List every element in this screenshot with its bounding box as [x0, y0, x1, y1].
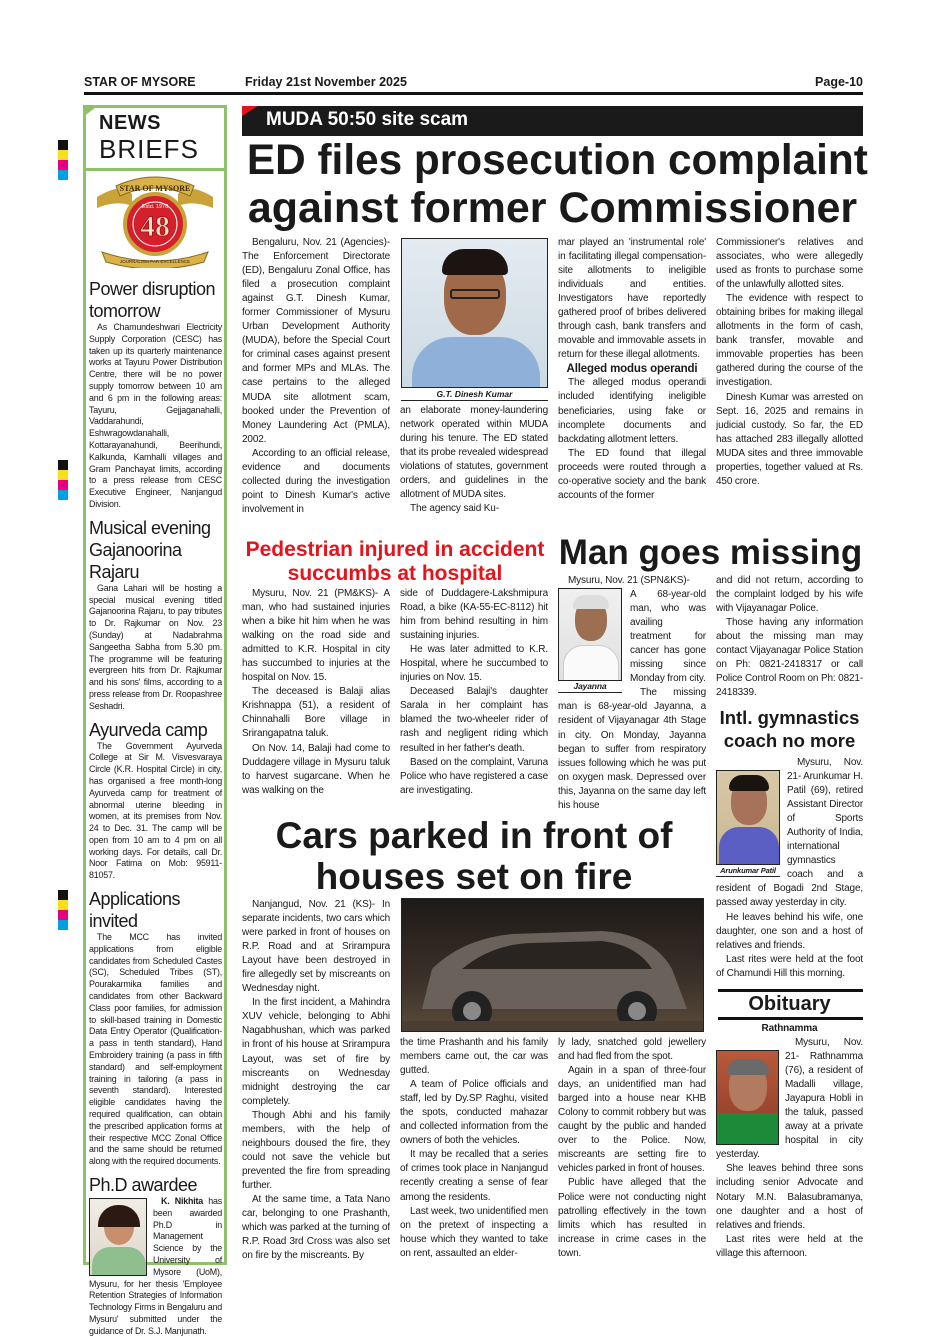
missing-column-4	[716, 574, 863, 702]
obituary-rule-top	[718, 989, 863, 992]
cars-column-1	[242, 898, 390, 1265]
paragraph: The ED found that illegal proceeds were routed through a co-operative society and the bank accounts of the former	[558, 447, 706, 501]
lead-headline-line2	[242, 184, 863, 232]
paragraph: On Nov. 14, Balaji had come to Duddagere village in Mysuru taluk to harvest sugarcane. When he was walking on the	[242, 742, 390, 796]
paragraph: Though Abhi and his family members, with the help of neighbours doused the fire, they could not save the vehicle but prevented the fire from spreading further.	[242, 1109, 390, 1191]
paragraph: Bengaluru, Nov. 21 (Agencies)- The Enforcement Directorate (ED), Bengaluru Zonal Office, has filed a prosecution complaint against G.T. Dinesh Kumar, former Commissioner of Mysuru Urban Development Authority (MUDA), before the Special Court for criminal cases against present and former MPs and MLAs. The case pertains to the alleged MUDA site allotment scam, booked under the Prevention of Money Laundering Act (PMLA), 2002.	[242, 237, 390, 445]
svg-text:Estd. 1978: Estd. 1978	[141, 204, 169, 210]
cars-headline-line2	[242, 856, 706, 897]
header-rule	[84, 92, 863, 95]
paragraph: and did not return, according to the complaint lodged by his wife with Vijayanagar Police.	[716, 575, 863, 615]
paragraph: He leaves behind his wife, one daughter, one son and a host of relatives and friends.	[716, 911, 863, 951]
paragraph: At the same time, a Tata Nano car, belonging to one Prashanth, which was parked at the turning of R.P. Road 3rd Cross was also set on fire by the miscreants. By	[242, 1193, 390, 1262]
paragraph: The evidence with respect to obtaining bribes for making illegal allotments in the form of cash, bank transfer, movable and immovable properties has been gathered during the course of the investigation.	[716, 293, 863, 389]
obituary-name: Rathnamma	[761, 1023, 818, 1034]
arunkumar-photo	[716, 770, 780, 865]
gymnastics-headline-line1	[716, 706, 863, 729]
lead-headline-line1	[242, 136, 868, 184]
cars-headline-line2-text: houses set on fire	[315, 856, 633, 897]
pedestrian-column-1	[242, 587, 390, 813]
paragraph: According to an official release, evidence and documents collected during the investigation point to Dinesh Kumar's active involvement in	[242, 447, 390, 515]
paragraph: Nanjangud, Nov. 21 (KS)- In separate incidents, two cars which were parked in front of houses on R.P. Road and at Srirampura Layout have been destroyed in fire allegedly set by miscreants on Wednesday night.	[242, 899, 390, 995]
kicker-text: MUDA 50:50 site scam	[266, 109, 469, 130]
cars-headline-line1	[242, 815, 706, 856]
brief-heading: Ph.D awardee	[89, 1175, 198, 1196]
brief-heading: Applications invited	[89, 889, 181, 932]
paragraph: Last week, two unidentified men on the pretext of inspecting a house which they wanted to take on rent, assaulted an elder-	[400, 1205, 548, 1259]
paragraph: side of Duddagere-Lakshmipura Road, a bike (KA-55-EC-8112) hit him from behind resulting in him sustaining injuries.	[400, 588, 548, 642]
arunkumar-photo-block	[716, 770, 782, 882]
lead-headline-line1-text: ED files prosecution complaint	[246, 136, 868, 184]
rathnamma-photo	[716, 1050, 779, 1145]
pedestrian-headline-line1-text: Pedestrian injured in accident	[245, 538, 545, 561]
brief-ayurveda-camp	[89, 719, 222, 883]
brief-heading: Power disruption tomorrow	[89, 279, 216, 321]
obituary-title-text: Obituary	[748, 993, 831, 1015]
paragraph: Again in a span of three-four days, an unidentified man had barged into a house near KHB Colony to commit robbery but was caught by the public and handed over to the Police. Now, miscreants are setting fire to vehicles parked in front of houses.	[558, 1065, 706, 1175]
registration-marks	[58, 80, 68, 1280]
paragraph: It may be recalled that a series of crimes took place in Nanjangud recently creating a sense of fear among the residents.	[400, 1149, 548, 1203]
paragraph: Deceased Balaji's daughter Sarala in her complaint has blamed the two-wheeler rider of rash and negligent riding which resulted in her father's death.	[400, 686, 548, 754]
paragraph: ly lady, snatched gold jewellery and had fled from the spot.	[558, 1037, 706, 1063]
pedestrian-headline-line2-text: succumbs at hospital	[287, 562, 503, 585]
gymnastics-headline-line2	[716, 729, 863, 752]
missing-column-3	[558, 574, 706, 814]
jayanna-photo-block	[558, 588, 624, 700]
paragraph: Public have alleged that the Police were not conducting night patrolling effectively in the town limits which has resulted in increase in crime cases in the town.	[558, 1177, 706, 1259]
brief-subheading: Gajanoorina Rajaru	[89, 539, 182, 582]
paragraph: Commissioner's relatives and associates, who were allegedly used as fronts to purchase some of the unlawfully allotted sites.	[716, 237, 863, 291]
dinesh-kumar-photo	[401, 238, 548, 388]
lead-column-3	[558, 236, 706, 532]
cars-headline-line1-text: Cars parked in front of	[275, 815, 673, 856]
paragraph: Last rites were held at the village this afternoon.	[716, 1233, 863, 1259]
dateline: Mysuru, Nov. 21 (SPN&KS)-	[568, 575, 690, 586]
obituary-title	[716, 993, 863, 1016]
brief-body: The MCC has invited applications from eligible candidates from Scheduled Castes (SC), Scheduled Tribes (ST), Pourakarmika families and candidates from other Backward Class poor families, for admission to skill-based training in Domestic Data Entry Operator (Qualification-a pass in tenth standard), Hand Embroidery training (a pass in fifth standard) and self-employment training in tailoring (a pass in seventh standard). Interested eligible candidates having the required qualification, can obtain the prescribed application forms at their respective MCC Zonal Office and the same should be returned along with the required documents.	[89, 932, 222, 1167]
paragraph: Mysuru, Nov. 21- Rathnamma (76), a resident of Madalli village, Jayapura Hobli in the taluk, passed away at a private hospital in city yesterday.	[716, 1037, 863, 1161]
photo-caption: G.T. Dinesh Kumar	[401, 389, 548, 401]
paragraph: the time Prashanth and his family members came out, the car was gutted.	[400, 1037, 548, 1077]
lead-subheading: Alleged modus operandi	[566, 363, 698, 376]
paragraph: Mysuru, Nov. 21- Arunkumar H. Patil (69), retired Assistant Director of Sports Authority of India, international gymnastics coach and a resident of Bogadi 2nd Stage, passed away yesterday in city.	[716, 757, 863, 909]
sidebar-title-briefs: BRIEFS	[99, 134, 199, 164]
cars-column-2	[400, 1036, 548, 1265]
gymnastics-headline-line2-text: coach no more	[723, 730, 856, 751]
paragraph: The missing man is 68-year-old Jayanna, a resident of Vijayanagar 4th Stage in city. On Monday, Jayanna began to suffer from respiratory issues following which he was put on oxygen mask. Depressed over this, Jayanna on the same day left his house	[558, 687, 706, 811]
sidebar-title-news: NEWS	[99, 112, 161, 134]
brief-phd-awardee	[89, 1174, 222, 1338]
brief-body: has been awarded Ph.D in Management Science by the University of Mysore (UoM), Mysuru, for her thesis 'Employee Retention Strategies of Information Technology Firms in Bengaluru and Mysuru' submitted under the guidance of Dr. S.J. Manjunath.	[89, 1196, 222, 1336]
paragraph: an elaborate money-laundering network operated within MUDA during his tenure. The ED stated that its probe revealed widespread violations of statutes, government orders, and guidelines in the allotment of MUDA sites.	[400, 405, 548, 501]
paragraph: Based on the complaint, Varuna Police who have registered a case are investigating.	[400, 756, 548, 796]
paragraph: Last rites were held at the foot of Chamundi Hill this morning.	[716, 953, 863, 979]
pedestrian-column-2	[400, 587, 548, 813]
brief-applications-invited	[89, 888, 222, 1168]
lead-column-2	[400, 404, 548, 532]
paragraph: mar played an 'instrumental role' in facilitating illegal compensation-site allotments to ineligible individuals and entities. Investigators have reportedly gathered proof of bribes delivered through cash, bank transfers and movable and immovable assets in return for these illegal allotments.	[558, 237, 706, 361]
pedestrian-headline-line1	[242, 538, 548, 562]
photo-caption: Jayanna	[558, 681, 622, 693]
paragraph: Mysuru, Nov. 21 (PM&KS)- A man, who had sustained injuries when a bike hit him when he was walking on the road side and admitted to K.R. Hospital in city has succumbed to injuries at the hospital on Nov. 15.	[242, 588, 390, 684]
paragraph: The agency said Ku-	[410, 503, 499, 515]
paragraph: A 68-year-old man, who was availing treatment for cancer has gone missing since Monday from city.	[630, 589, 706, 685]
paragraph: He was later admitted to K.R. Hospital, where he succumbed to injuries on Nov. 15.	[400, 644, 548, 684]
cars-column-3	[558, 1036, 706, 1265]
paragraph: In the first incident, a Mahindra XUV vehicle, belonging to Abhi Nagabhushan, which was parked in front of his house at Srirampura Layout, was set of fire by miscreants on Wednesday midnight destroying the car completely.	[242, 997, 390, 1107]
lead-column-4	[716, 236, 863, 532]
pedestrian-headline-line2	[242, 562, 548, 586]
svg-text:JOURNALISM PAR EXCELLENCE: JOURNALISM PAR EXCELLENCE	[119, 259, 191, 264]
brief-heading: Ayurveda camp	[89, 719, 208, 740]
missing-headline	[558, 533, 863, 573]
brief-heading: Musical evening	[89, 517, 211, 538]
photo-caption: Arunkumar Patil	[716, 865, 780, 877]
svg-text:STAR OF MYSORE: STAR OF MYSORE	[119, 184, 191, 193]
kicker-bar	[242, 106, 863, 136]
paragraph: A team of Police officials and staff, led by Dy.SP Raghu, visited the spots, conducted mahazar and collected information from the owners of both the vehicles.	[400, 1079, 548, 1147]
awardee-name: K. Nikhita	[161, 1196, 203, 1207]
svg-text:48: 48	[140, 210, 170, 243]
paragraph: The alleged modus operandi included identifying ineligible beneficiaries, using fake or incomplete documents and backdating allotment letters.	[558, 377, 706, 445]
paragraph: Those having any information about the missing man may contact Vijayanagar Police Station on Ph: 0821-2418317 or call Police Control Room on Ph: 0821-2418339.	[716, 617, 863, 699]
newspaper-name: STAR OF MYSORE	[84, 75, 196, 89]
burnt-car-photo	[401, 898, 704, 1032]
anniversary-logo	[92, 172, 218, 268]
brief-body: The Government Ayurveda College at Sir M. Visvesvaraya Circle (K.R. Hospital Circle) in city, has organised a free month-long Ayurveda camp for treatment of abnormal uterine bleeding in women, at its premises from Nov. 24 to Dec. 31. The camp will be open from 10 am to 4 pm on all working days. For details, call Dr. Noor Fatima on Mob: 95911-81057.	[89, 740, 222, 881]
brief-body: Gana Lahari will be hosting a special musical evening titled Gajanoorina Rajaru, to pay tributes to Dr. Rajkumar on Nov. 23 (Sunday) at Nadabrahma Sangeetha Sabha from 5.30 pm. The programme will be featuring evergreen hits from Dr. Rajkumar and his sons' films, according to a press release from Dr. Roopashree Seshadri.	[89, 582, 222, 711]
lead-column-1	[242, 236, 390, 532]
brief-power-disruption	[89, 278, 222, 511]
paragraph: She leaves behind three sons including senior Advocate and Notary M.N. Balasubramanya, one daughter and a host of relatives and friends.	[716, 1163, 863, 1231]
issue-date: Friday 21st November 2025	[245, 75, 407, 89]
brief-musical-evening	[89, 517, 222, 713]
page-number: Page-10	[815, 75, 863, 89]
gymnastics-body	[716, 756, 863, 986]
paragraph: Dinesh Kumar was arrested on Sept. 16, 2025 and remains in judicial custody. So far, the ED has attached 283 illegally allotted MUDA sites and three immovable properties, together valued at Rs. 450 crore.	[716, 391, 863, 487]
jayanna-photo	[558, 588, 622, 681]
missing-headline-text: Man goes missing	[558, 533, 863, 572]
nikhita-photo	[89, 1198, 147, 1276]
obituary-body	[716, 1022, 863, 1262]
lead-headline-line2-text: against former Commissioner	[247, 184, 858, 232]
gymnastics-headline-line1-text: Intl. gymnastics	[719, 707, 860, 728]
obituary-rule-bottom	[718, 1017, 863, 1020]
brief-body: As Chamundeshwari Electricity Supply Corporation (CESC) has taken up its quarterly maintenance works at Tayuru Power Distribution Centre, there will be no power supply tomorrow between 10 am and 6 pm in the following areas: Tayuru, Gejjaganahalli, Vaddarahundi, Eshwragowdanahalli, Kottarayanahundi, Beerihundi, Kalkunda, Kamhalli villages and Gram Panchayat limits, according to a press release from CESC Executive Engineer, Nanjangud Division.	[89, 322, 222, 509]
paragraph: The deceased is Balaji alias Krishnappa (51), a resident of Chinnahalli Bore village in Srirangapatna taluk.	[242, 686, 390, 740]
news-briefs-list	[89, 278, 222, 1344]
